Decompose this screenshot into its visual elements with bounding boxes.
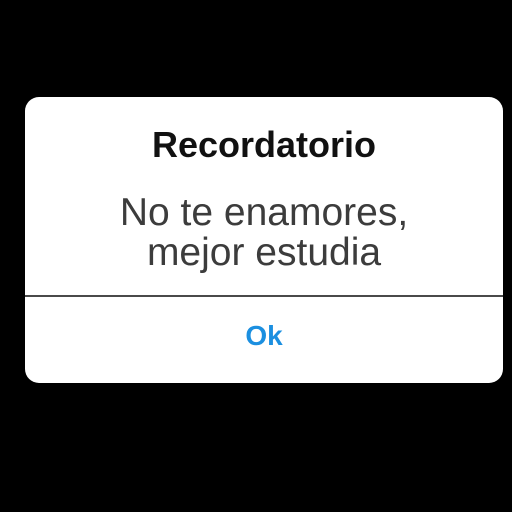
alert-title: Recordatorio	[151, 124, 377, 165]
ok-button[interactable]: Ok	[25, 297, 503, 383]
alert-message	[25, 193, 503, 273]
alert-dialog	[25, 97, 503, 383]
alert-message-line-2: mejor estudia	[146, 231, 382, 274]
alert-message-line-1: No te enamores,	[119, 191, 409, 234]
